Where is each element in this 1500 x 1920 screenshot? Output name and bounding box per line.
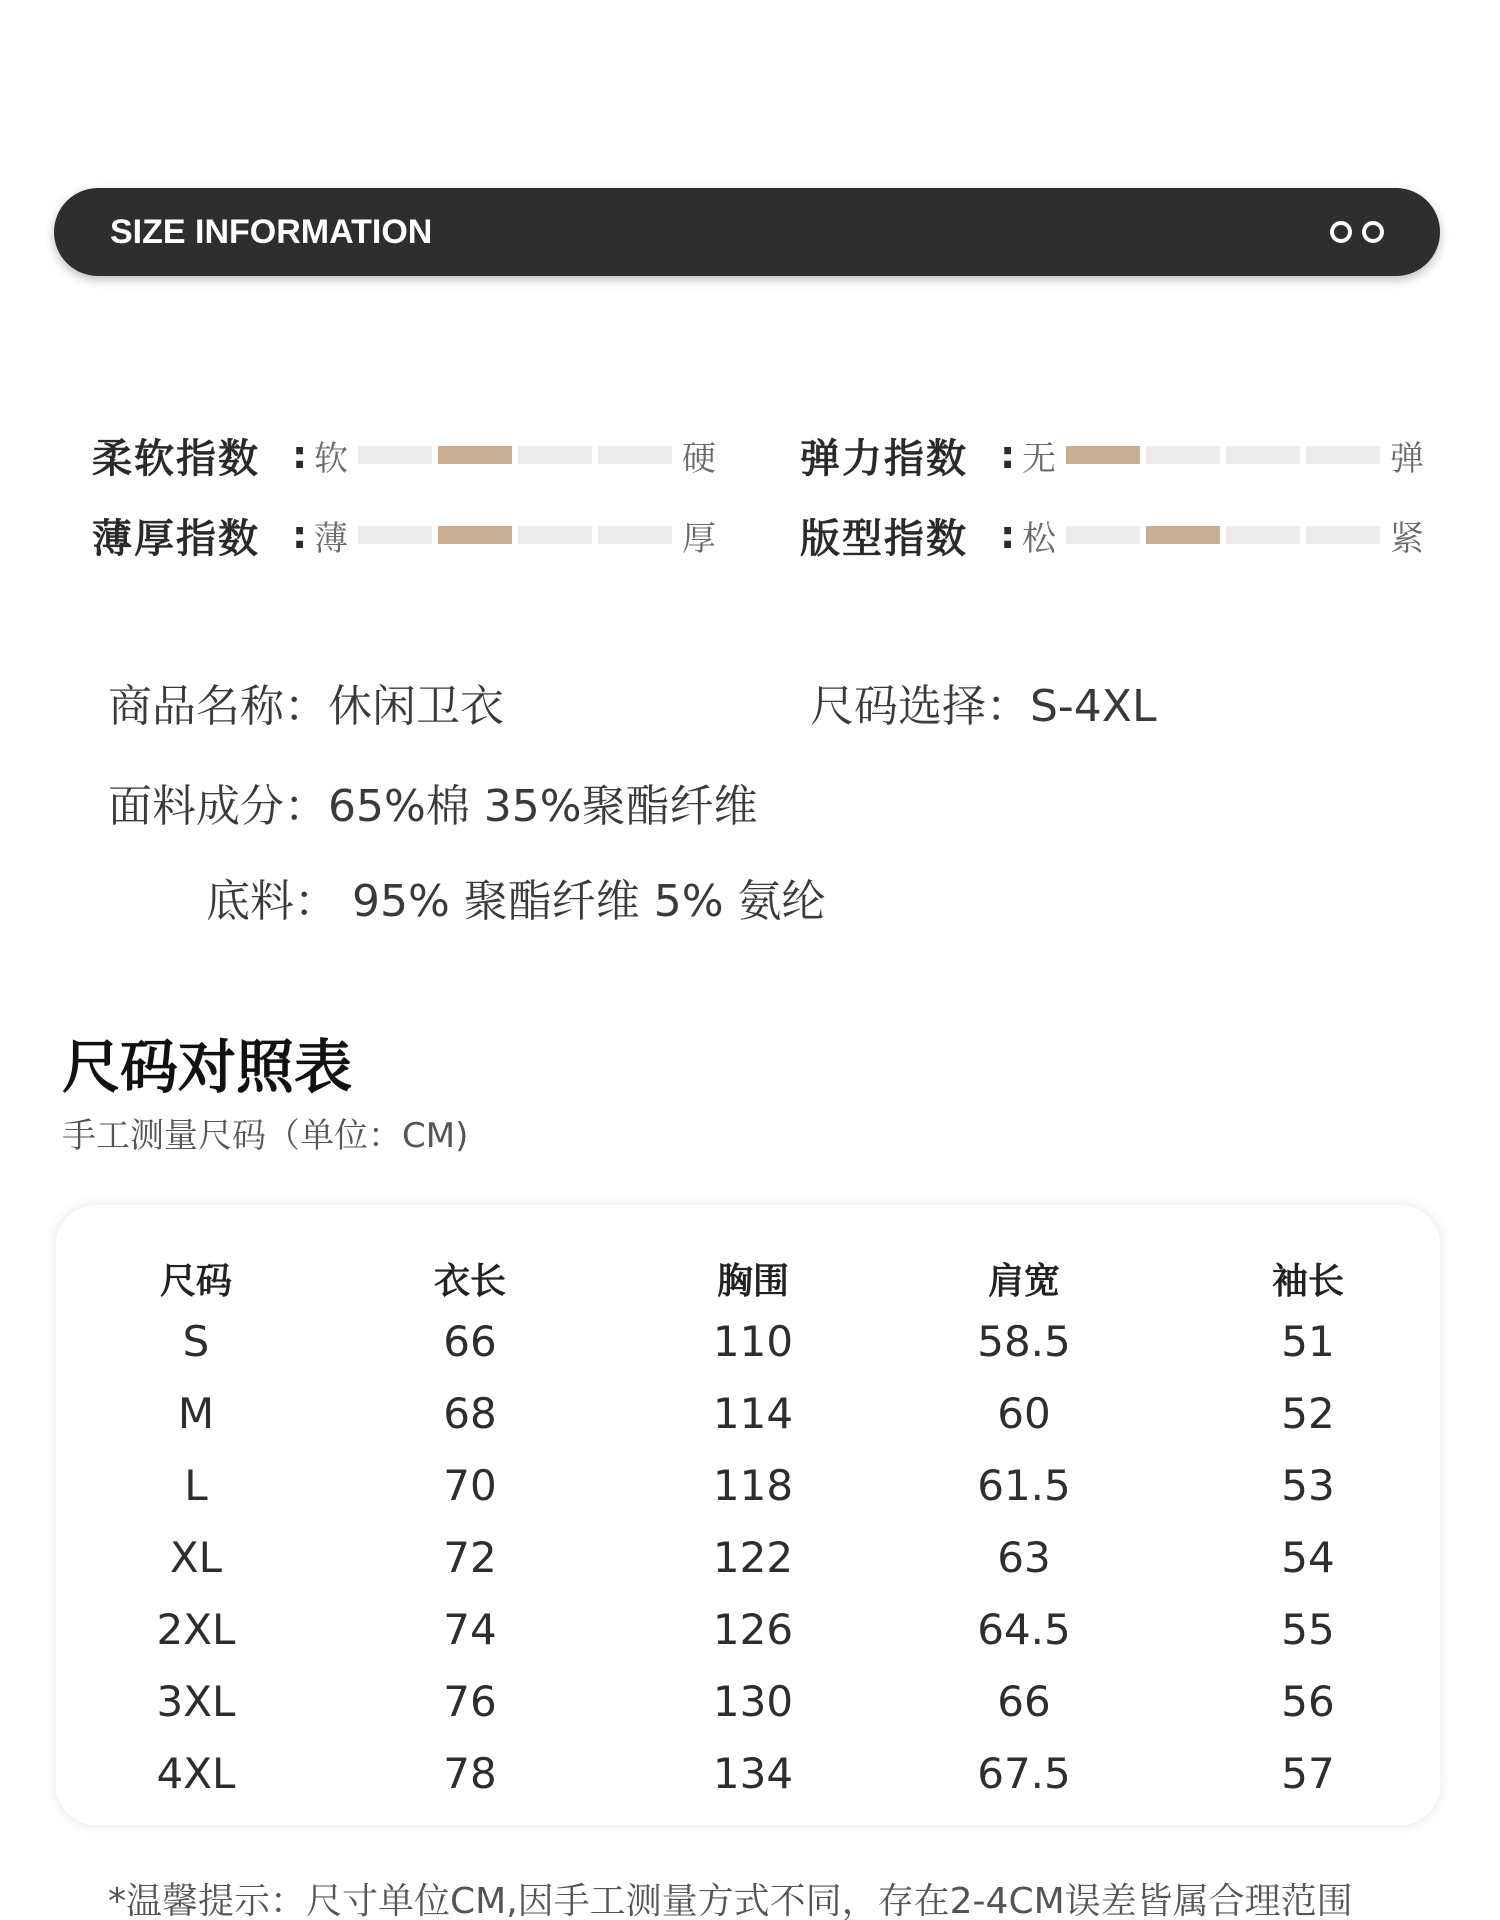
scale-segment — [1066, 526, 1140, 544]
table-cell: 76 — [443, 1677, 497, 1726]
table-cell: M — [177, 1389, 215, 1438]
table-cell: 52 — [1281, 1389, 1335, 1438]
table-header-cell: 衣长 — [433, 1261, 506, 1302]
table-cell: 66 — [997, 1677, 1051, 1726]
table-cell: 4XL — [156, 1749, 236, 1798]
table-cell: 134 — [712, 1749, 794, 1798]
table-cell: L — [184, 1461, 208, 1510]
table-cell: 64.5 — [977, 1605, 1071, 1654]
circle-icon — [1330, 221, 1352, 243]
size-chart-subtitle: 手工测量尺码（单位：CM) — [62, 1116, 469, 1156]
scale-segment-active — [438, 446, 512, 464]
table-cell: 110 — [712, 1317, 794, 1366]
index-scale — [1066, 446, 1380, 464]
scale-segment — [1306, 446, 1380, 464]
scale-segment — [358, 526, 432, 544]
table-cell: XL — [169, 1533, 223, 1582]
index-scale — [1066, 526, 1380, 544]
index-right-label: 硬 — [682, 438, 716, 479]
index-left-label: 软 — [314, 438, 348, 479]
table-header-cell: 尺码 — [159, 1261, 232, 1302]
size-table-card — [56, 1205, 1440, 1825]
index-right-label: 厚 — [682, 518, 716, 559]
table-header-cell: 胸围 — [716, 1261, 789, 1302]
index-colon: : — [1000, 433, 1016, 477]
scale-segment — [518, 526, 592, 544]
index-thickness — [92, 510, 716, 560]
index-scale — [358, 446, 672, 464]
table-header-cell: 肩宽 — [987, 1261, 1060, 1302]
table-cell: 61.5 — [977, 1461, 1071, 1510]
index-left-label: 松 — [1022, 518, 1056, 559]
circle-icon — [1362, 221, 1384, 243]
table-cell: 53 — [1281, 1461, 1335, 1510]
banner-title: SIZE INFORMATION — [110, 213, 433, 251]
table-cell: 74 — [443, 1605, 497, 1654]
table-cell: 67.5 — [977, 1749, 1071, 1798]
table-cell: 57 — [1281, 1749, 1335, 1798]
banner-dots-decoration — [1330, 221, 1384, 243]
table-cell: 130 — [712, 1677, 794, 1726]
table-cell: 51 — [1281, 1317, 1335, 1366]
table-cell: 2XL — [156, 1605, 236, 1654]
index-label: 弹力指数 — [800, 435, 968, 482]
fabric-composition: 面料成分：65%棉 35%聚酯纤维 — [108, 781, 758, 832]
table-cell: 68 — [443, 1389, 497, 1438]
index-softness — [92, 430, 716, 480]
scale-segment — [1146, 446, 1220, 464]
scale-segment-active — [1066, 446, 1140, 464]
table-cell: 63 — [997, 1533, 1051, 1582]
size-chart-title: 尺码对照表 — [62, 1033, 353, 1101]
footnote: *温馨提示：尺寸单位CM,因手工测量方式不同，存在2-4CM误差皆属合理范围 — [108, 1881, 1353, 1920]
index-colon: : — [1000, 513, 1016, 557]
table-cell: 114 — [712, 1389, 794, 1438]
index-left-label: 薄 — [314, 518, 348, 559]
scale-segment — [598, 526, 672, 544]
base-fabric: 底料： 95% 聚酯纤维 5% 氨纶 — [206, 876, 826, 927]
index-left-label: 无 — [1022, 438, 1056, 479]
table-cell: 72 — [443, 1533, 497, 1582]
index-fit — [800, 510, 1424, 560]
scale-segment — [1226, 526, 1300, 544]
scale-segment-active — [1146, 526, 1220, 544]
index-right-label: 紧 — [1390, 518, 1424, 559]
table-cell: 60 — [997, 1389, 1051, 1438]
index-label: 版型指数 — [800, 515, 968, 562]
table-cell: 58.5 — [977, 1317, 1071, 1366]
table-cell: 66 — [443, 1317, 497, 1366]
table-cell: 70 — [443, 1461, 497, 1510]
table-cell: 54 — [1281, 1533, 1335, 1582]
index-label: 薄厚指数 — [92, 515, 260, 562]
table-cell: 126 — [712, 1605, 794, 1654]
scale-segment-active — [438, 526, 512, 544]
table-cell: 118 — [712, 1461, 794, 1510]
index-right-label: 弹 — [1390, 438, 1424, 479]
table-cell: 122 — [712, 1533, 794, 1582]
product-name: 商品名称：休闲卫衣 — [108, 681, 504, 732]
table-cell: 78 — [443, 1749, 497, 1798]
size-range: 尺码选择：S-4XL — [810, 681, 1157, 732]
index-colon: : — [292, 433, 308, 477]
size-information-banner — [54, 188, 1440, 276]
scale-segment — [358, 446, 432, 464]
table-cell: 3XL — [156, 1677, 236, 1726]
index-elasticity — [800, 430, 1424, 480]
scale-segment — [518, 446, 592, 464]
table-cell: S — [182, 1317, 210, 1366]
scale-segment — [1226, 446, 1300, 464]
table-cell: 55 — [1281, 1605, 1335, 1654]
scale-segment — [598, 446, 672, 464]
scale-segment — [1306, 526, 1380, 544]
table-cell: 56 — [1281, 1677, 1335, 1726]
index-colon: : — [292, 513, 308, 557]
table-header-cell: 袖长 — [1271, 1261, 1344, 1302]
index-label: 柔软指数 — [92, 435, 260, 482]
index-scale — [358, 526, 672, 544]
